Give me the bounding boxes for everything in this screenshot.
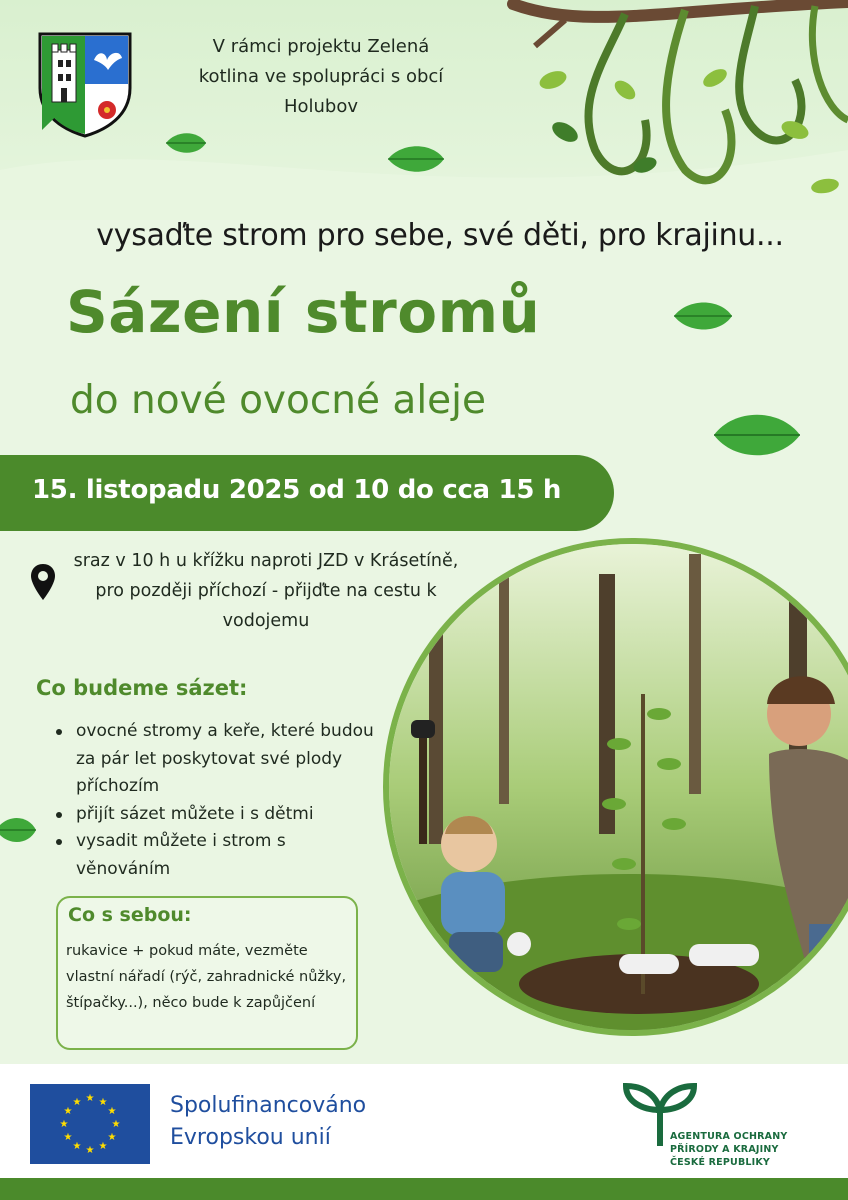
bring-text: rukavice + pokud máte, vezměte vlastní nářadí (rýč, zahradnické nůžky, štípačky...), něco bude k zapůjčení xyxy=(66,943,347,1011)
aopk-text xyxy=(670,1130,787,1169)
svg-text:★: ★ xyxy=(107,1132,117,1143)
svg-text:★: ★ xyxy=(111,1119,121,1130)
page-title: Sázení stromů xyxy=(66,278,541,346)
date-banner xyxy=(0,455,614,531)
project-text: V rámci projektu Zelená kotlina ve spolupráci s obcí Holubov xyxy=(198,36,444,117)
svg-text:★: ★ xyxy=(85,1145,95,1156)
leaf-icon xyxy=(0,812,38,848)
svg-text:★: ★ xyxy=(63,1106,73,1117)
aopk-line-3: ČESKÉ REPUBLIKY xyxy=(670,1157,771,1168)
eu-cofinanced-text xyxy=(170,1090,366,1154)
leaf-icon xyxy=(386,142,446,176)
municipal-coat-of-arms-icon xyxy=(36,30,134,138)
tree-planting-photo xyxy=(383,538,848,1036)
footer-bar xyxy=(0,1178,848,1200)
list-item: ovocné stromy a keře, které budou za pár let poskytovat své plody příchozím xyxy=(52,718,382,801)
tree-planting-photo-illustration xyxy=(389,544,848,1030)
svg-text:★: ★ xyxy=(107,1106,117,1117)
tagline: vysaďte strom pro sebe, své děti, pro krajinu... xyxy=(96,218,784,253)
eu-line-2: Evropskou unií xyxy=(170,1125,331,1150)
bring-box xyxy=(56,896,358,1050)
eu-line-1: Spolufinancováno xyxy=(170,1093,367,1118)
leaf-icon xyxy=(672,298,734,334)
bring-heading: Co s sebou: xyxy=(68,904,192,926)
svg-text:★: ★ xyxy=(98,1097,108,1108)
aopk-line-2: PŘÍRODY A KRAJINY xyxy=(670,1144,779,1155)
planting-list xyxy=(52,718,382,883)
planting-heading: Co budeme sázet: xyxy=(36,676,248,700)
date-text: 15. listopadu 2025 od 10 do cca 15 h xyxy=(32,475,562,505)
svg-text:★: ★ xyxy=(63,1132,73,1143)
svg-text:★: ★ xyxy=(72,1097,82,1108)
aopk-line-1: AGENTURA OCHRANY xyxy=(670,1131,788,1142)
leaf-icon xyxy=(712,408,802,462)
meeting-info: sraz v 10 h u křížku naproti JZD v Krásetíně, pro později příchozí - přijďte na cestu k vodojemu xyxy=(73,551,459,631)
list-item: přijít sázet můžete i s dětmi xyxy=(52,801,382,829)
leaf-icon xyxy=(164,130,208,156)
svg-text:★: ★ xyxy=(59,1119,69,1130)
list-item: vysadit můžete i strom s věnováním xyxy=(52,828,382,883)
page-subtitle: do nové ovocné aleje xyxy=(70,378,486,423)
eu-flag-icon xyxy=(30,1084,150,1164)
svg-text:★: ★ xyxy=(85,1093,95,1104)
svg-text:★: ★ xyxy=(72,1141,82,1152)
svg-text:★: ★ xyxy=(98,1141,108,1152)
location-pin-icon xyxy=(30,563,56,601)
branch-vines-illustration xyxy=(505,0,848,200)
